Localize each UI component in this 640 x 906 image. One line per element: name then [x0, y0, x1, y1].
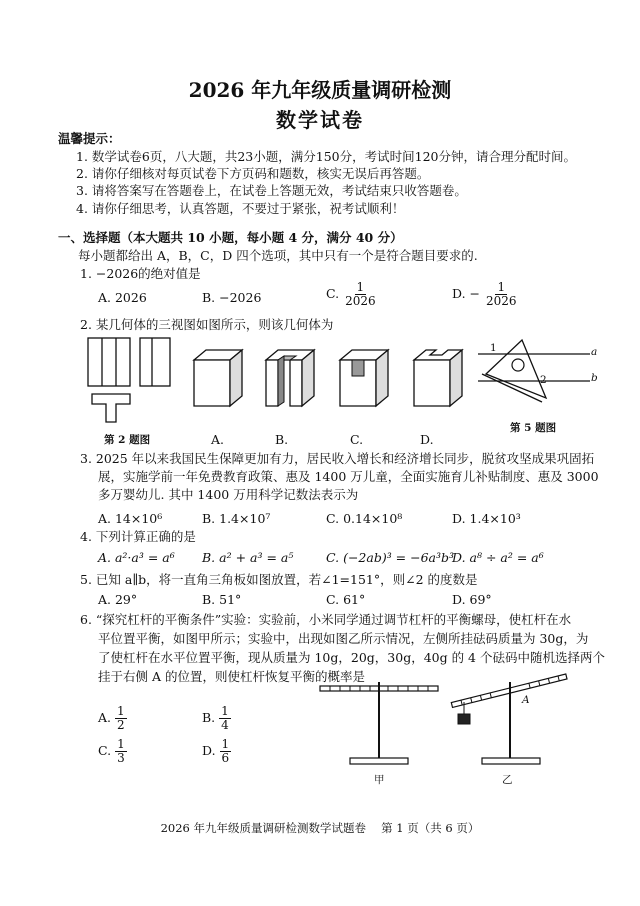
- q6-line-4: 挂于右侧 A 的位置，则使杠杆恢复平衡的概率是: [98, 669, 365, 684]
- q4-stem: 4. 下列计算正确的是: [80, 529, 196, 544]
- q2-option-c: C.: [350, 432, 364, 447]
- q5-stem: 5. 已知 a∥b，将一直角三角板如图放置，若∠1=151°，则∠2 的度数是: [80, 572, 478, 587]
- lever-figure-jia: [320, 680, 440, 768]
- q6-option-d: D. $\frac{1}{6}$: [202, 737, 230, 765]
- q3-option-d: D. 1.4×10³: [452, 511, 521, 526]
- q6-line-3: 了使杠杆在水平位置平衡，现从质量为 10g，20g，30g，40g 的 4 个砝码中随机选择两个: [98, 650, 605, 665]
- page-subtitle: 数学试卷: [276, 108, 364, 132]
- q4-option-a: A. a²·a³ = a⁶: [98, 550, 175, 565]
- q3-option-c: C. 0.14×10⁸: [326, 511, 403, 526]
- q2-figure-caption: 第 2 题图: [104, 434, 151, 446]
- q3-line-1: 3. 2025 年以来我国民生保障更加有力，居民收入增长和经济增长同步，脱贫攻坚成果巩固拓: [80, 451, 595, 466]
- q2-option-d: D.: [420, 432, 434, 447]
- tips-heading: 温馨提示：: [58, 131, 121, 146]
- q3-line-3: 多万婴幼儿. 其中 1400 万用科学记数法表示为: [98, 487, 359, 502]
- section-heading: 一、选择题（本大题共 10 小题，每小题 4 分，满分 40 分）: [58, 230, 403, 245]
- page-footer: 2026 年九年级质量调研检测数学试题卷 第 1 页（共 6 页）: [160, 821, 480, 835]
- lever-jia-label: 甲: [374, 774, 385, 786]
- q5-angle-2-label: 2: [540, 374, 547, 386]
- q5-option-b: B. 51°: [202, 592, 242, 607]
- q3-line-2: 展，实施学前一年免费教育政策、惠及 1400 万儿童，全面实施育儿补贴制度、惠及 3000: [98, 469, 599, 484]
- q4-option-c: C. (−2ab)³ = −6a³b³: [326, 550, 455, 565]
- lever-figure-yi: [448, 672, 572, 768]
- q2-solid-a: [190, 346, 250, 410]
- q5-line-b-label: b: [591, 372, 598, 384]
- q6-line-1: 6. “探究杠杆的平衡条件”实验：实验前，小米同学通过调节杠杆的平衡螺母，使杠杆在水: [80, 612, 572, 627]
- q2-solid-d: [410, 346, 470, 410]
- q3-option-b: B. 1.4×10⁷: [202, 511, 271, 526]
- q5-option-c: C. 61°: [326, 592, 366, 607]
- lever-point-a-label: A: [522, 694, 530, 706]
- q2-option-a: A.: [211, 432, 225, 447]
- q5-option-d: D. 69°: [452, 592, 492, 607]
- q1-option-b: B. −2026: [202, 290, 262, 305]
- q6-option-a: A. $\frac{1}{2}$: [98, 704, 125, 732]
- q6-option-b: B. $\frac{1}{4}$: [202, 704, 229, 732]
- q2-solid-c: [336, 346, 396, 410]
- tip-item-4: 4. 请你仔细思考，认真答题，不要过于紧张，祝考试顺利！: [76, 201, 405, 216]
- tip-item-1: 1. 数学试卷6页，八大题，共23小题，满分150分，考试时间120分钟，请合理分配时间。: [76, 149, 576, 164]
- tip-item-3: 3. 请将答案写在答题卷上，在试卷上答题无效，考试结束只收答题卷。: [76, 183, 467, 198]
- q4-option-b: B. a² + a³ = a⁵: [202, 550, 294, 565]
- page-title: 2026 年九年级质量调研检测: [188, 78, 452, 102]
- q5-option-a: A. 29°: [98, 592, 138, 607]
- section-intro: 每小题都给出 A，B，C，D 四个选项，其中只有一个是符合题目要求的.: [78, 248, 478, 263]
- q6-option-c: C. $\frac{1}{3}$: [98, 737, 125, 765]
- q1-stem: 1. −2026的绝对值是: [80, 266, 201, 281]
- tip-item-2: 2. 请你仔细核对每页试卷下方页码和题数，核实无误后再答题。: [76, 166, 430, 181]
- q3-option-a: A. 14×10⁶: [98, 511, 163, 526]
- q2-solid-b: [262, 346, 322, 410]
- q5-angle-1-label: 1: [490, 342, 497, 354]
- q2-stem: 2. 某几何体的三视图如图所示，则该几何体为: [80, 317, 334, 332]
- q4-option-d: D. a⁸ ÷ a² = a⁶: [452, 550, 544, 565]
- q2-option-b: B.: [275, 432, 289, 447]
- q5-line-a-label: a: [591, 346, 598, 358]
- three-views-figure: [86, 336, 176, 426]
- q6-line-2: 平位置平衡，如图甲所示；实验中，出现如图乙所示情况，左侧所挂砝码质量为 30g，为: [98, 631, 589, 646]
- q1-option-d: D. − $\frac{1}{2026}$: [452, 280, 517, 308]
- q1-option-a: A. 2026: [98, 290, 147, 305]
- lever-yi-label: 乙: [502, 774, 513, 786]
- q5-figure-caption: 第 5 题图: [510, 422, 557, 434]
- q1-option-c: C. $\frac{1}{2026}$: [326, 280, 376, 308]
